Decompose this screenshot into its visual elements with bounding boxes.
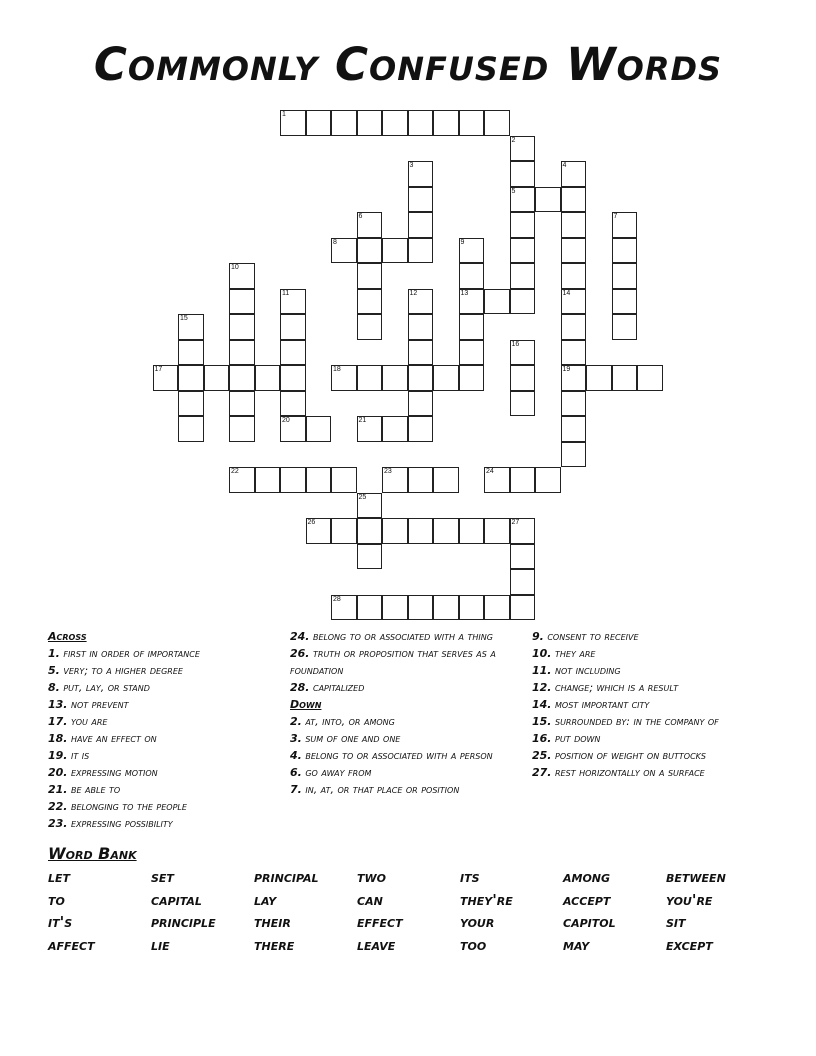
crossword-cell[interactable]	[433, 595, 459, 621]
word-bank-word: among	[563, 868, 611, 886]
crossword-cell[interactable]	[382, 238, 408, 264]
clue-number: 12.	[532, 681, 552, 694]
clue-text: very; to a higher degree	[63, 664, 183, 677]
cell-number: 3	[409, 162, 414, 169]
crossword-cell[interactable]	[459, 518, 485, 544]
word-bank-word: can	[357, 890, 383, 909]
down-clue	[532, 747, 757, 764]
clue-number: 20.	[48, 766, 68, 779]
clue-text: it is	[71, 749, 90, 762]
cell-number: 7	[613, 213, 618, 220]
crossword-cell[interactable]	[306, 416, 332, 442]
clue-number: 23.	[48, 817, 68, 830]
crossword-cell[interactable]	[357, 518, 383, 544]
clue-number: 14.	[532, 698, 552, 711]
cell-number: 23	[384, 468, 392, 475]
crossword-cell[interactable]	[484, 467, 510, 493]
clue-text: you are	[71, 715, 108, 728]
down-heading: Down	[290, 698, 322, 711]
crossword-cell[interactable]	[357, 314, 383, 340]
word-bank-word: your	[460, 913, 495, 931]
crossword-cell[interactable]	[382, 416, 408, 442]
crossword-cell[interactable]	[382, 110, 408, 136]
page-title: Commonly Confused Words	[93, 38, 723, 91]
crossword-cell[interactable]	[612, 238, 638, 264]
word-bank-word: let	[48, 868, 71, 886]
word-bank-word: may	[563, 935, 590, 954]
clue-text: expressing possibility	[71, 817, 173, 830]
crossword-cell[interactable]	[408, 391, 434, 417]
crossword-cell[interactable]	[408, 161, 434, 187]
across-clue	[48, 679, 253, 696]
crossword-cell[interactable]	[382, 595, 408, 621]
clue-text: rest horizontally on a surface	[555, 766, 705, 779]
crossword-cell[interactable]	[612, 314, 638, 340]
crossword-cell[interactable]	[510, 136, 536, 162]
down-clue	[532, 696, 757, 713]
crossword-cell[interactable]	[612, 212, 638, 238]
crossword-cell[interactable]	[255, 467, 281, 493]
clue-text: change; which is a result	[555, 681, 679, 694]
crossword-cell[interactable]	[408, 416, 434, 442]
clue-text: have an effect on	[71, 732, 157, 745]
clue-number: 8.	[48, 681, 60, 694]
word-bank-word: there	[254, 935, 295, 954]
crossword-cell[interactable]	[459, 314, 485, 340]
clue-number: 28.	[290, 681, 310, 694]
clues-column-2	[290, 628, 515, 798]
cell-number: 17	[154, 366, 163, 373]
crossword-cell[interactable]	[331, 238, 357, 264]
crossword-cell[interactable]	[357, 595, 383, 621]
crossword-cell[interactable]	[357, 544, 383, 570]
down-clue	[532, 662, 757, 679]
crossword-cell[interactable]	[280, 314, 306, 340]
word-bank-word: their	[254, 913, 291, 931]
across-clue	[48, 730, 253, 747]
cell-number: 13	[460, 289, 469, 297]
clue-text: sum of one and one	[305, 732, 401, 745]
cell-number: 16	[511, 340, 520, 348]
word-bank-word: except	[666, 935, 713, 954]
clue-text: position of weight on buttocks	[555, 749, 707, 762]
crossword-cell[interactable]	[408, 340, 434, 366]
cell-number: 27	[511, 519, 520, 526]
crossword-cell[interactable]	[510, 263, 536, 289]
crossword-cell[interactable]	[280, 365, 306, 391]
word-bank-word: accept	[563, 890, 611, 909]
crossword-cell[interactable]	[561, 212, 587, 238]
cell-number: 24	[486, 468, 494, 475]
clue-number: 25.	[532, 749, 552, 762]
crossword-cell[interactable]	[510, 544, 536, 570]
crossword-cell[interactable]	[331, 595, 357, 621]
word-bank-word: lie	[151, 935, 170, 954]
crossword-cell[interactable]	[535, 467, 561, 493]
crossword-cell[interactable]	[637, 365, 663, 391]
cell-number: 25	[358, 493, 367, 501]
down-clue	[290, 781, 515, 798]
word-bank-word: two	[357, 868, 386, 886]
clue-text: expressing motion	[71, 766, 158, 779]
clue-number: 9.	[532, 630, 544, 643]
clue-text: surrounded by: in the company of	[555, 715, 719, 728]
word-bank-word: set	[151, 868, 174, 886]
crossword-cell[interactable]	[229, 365, 255, 391]
crossword-cell[interactable]	[510, 365, 536, 391]
word-bank-word: you're	[666, 890, 713, 909]
crossword-cell[interactable]	[561, 340, 587, 366]
crossword-cell[interactable]	[459, 340, 485, 366]
crossword-cell[interactable]	[408, 518, 434, 544]
across-clue	[48, 815, 253, 832]
crossword-cell[interactable]	[357, 212, 383, 238]
crossword-cell[interactable]	[280, 391, 306, 417]
clue-number: 15.	[532, 715, 552, 728]
down-clue	[290, 764, 515, 781]
clue-number: 18.	[48, 732, 68, 745]
crossword-cell[interactable]	[357, 289, 383, 315]
crossword-cell[interactable]	[586, 365, 612, 391]
clues-column-1	[48, 628, 253, 832]
clue-text: put, lay, or stand	[63, 681, 150, 694]
crossword-cell[interactable]	[561, 416, 587, 442]
clue-number: 24.	[290, 630, 310, 643]
cell-number: 19	[562, 366, 571, 373]
crossword-cell[interactable]	[229, 416, 255, 442]
clue-number: 7.	[290, 783, 302, 796]
crossword-cell[interactable]	[484, 110, 510, 136]
word-bank-word: capitol	[563, 913, 616, 931]
crossword-cell[interactable]	[306, 518, 332, 544]
crossword-cell[interactable]	[459, 365, 485, 391]
crossword-cell[interactable]	[204, 365, 230, 391]
clue-text: belonging to the people	[71, 800, 187, 813]
crossword-cell[interactable]	[357, 238, 383, 264]
down-clue	[532, 645, 757, 662]
cell-number: 12	[409, 289, 418, 297]
down-clue	[532, 713, 757, 730]
crossword-cell[interactable]	[408, 314, 434, 340]
cell-number: 28	[333, 595, 341, 603]
cell-number: 4	[562, 162, 567, 169]
word-bank-word: principal	[254, 868, 319, 886]
crossword-cell[interactable]	[459, 595, 485, 621]
clue-text: most important city	[555, 698, 650, 711]
crossword-cell[interactable]	[561, 187, 587, 213]
crossword-cell[interactable]	[408, 238, 434, 264]
crossword-cell[interactable]	[408, 467, 434, 493]
across-clue	[290, 645, 515, 679]
crossword-cell[interactable]	[382, 467, 408, 493]
crossword-cell[interactable]	[561, 442, 587, 468]
clue-text: go away from	[305, 766, 372, 779]
crossword-cell[interactable]	[178, 340, 204, 366]
down-clue	[532, 628, 757, 645]
crossword-cell[interactable]	[459, 289, 485, 315]
down-clue	[532, 679, 757, 696]
clue-text: truth or proposition that serves as a foundation	[290, 647, 496, 677]
cell-number: 6	[358, 213, 363, 220]
crossword-cell[interactable]	[612, 289, 638, 315]
cell-number: 9	[460, 238, 465, 246]
clue-number: 2.	[290, 715, 302, 728]
crossword-cell[interactable]	[408, 110, 434, 136]
crossword-cell[interactable]	[178, 416, 204, 442]
clue-text: be able to	[71, 783, 121, 796]
down-clue	[290, 713, 515, 730]
across-clue	[48, 696, 253, 713]
crossword-cell[interactable]	[331, 110, 357, 136]
word-bank-heading: Word Bank	[48, 844, 137, 863]
crossword-cell[interactable]	[408, 289, 434, 315]
clue-text: belong to or associated with a person	[305, 749, 493, 762]
across-clue	[290, 679, 515, 696]
word-bank-word: to	[48, 890, 65, 909]
clue-text: not prevent	[71, 698, 129, 711]
crossword-cell[interactable]	[510, 238, 536, 264]
clue-number: 21.	[48, 783, 68, 796]
crossword-cell[interactable]	[484, 595, 510, 621]
crossword-cell[interactable]	[612, 263, 638, 289]
crossword-cell[interactable]	[510, 595, 536, 621]
crossword-cell[interactable]	[510, 467, 536, 493]
crossword-cell[interactable]	[433, 467, 459, 493]
word-bank-word: its	[460, 868, 480, 886]
down-clue	[290, 730, 515, 747]
crossword-cell[interactable]	[510, 340, 536, 366]
clue-number: 5.	[48, 664, 60, 677]
cell-number: 21	[358, 417, 367, 424]
word-bank-word: capital	[151, 890, 202, 909]
crossword-cell[interactable]	[408, 212, 434, 238]
across-clue	[48, 798, 253, 815]
crossword-cell[interactable]	[178, 365, 204, 391]
clue-text: not including	[555, 664, 621, 677]
crossword-cell[interactable]	[229, 340, 255, 366]
crossword-cell[interactable]	[408, 187, 434, 213]
cell-number: 20	[282, 417, 290, 424]
crossword-cell[interactable]	[561, 263, 587, 289]
crossword-cell[interactable]	[510, 569, 536, 595]
across-clue	[48, 713, 253, 730]
crossword-cell[interactable]	[357, 110, 383, 136]
crossword-cell[interactable]	[382, 518, 408, 544]
crossword-cell[interactable]	[306, 110, 332, 136]
crossword-cell[interactable]	[561, 289, 587, 315]
crossword-cell[interactable]	[459, 110, 485, 136]
clue-text: capitalized	[313, 681, 365, 694]
crossword-cell[interactable]	[408, 365, 434, 391]
word-bank-word: it's	[48, 913, 73, 931]
cell-number: 26	[307, 519, 316, 526]
word-bank-word: they're	[460, 890, 513, 909]
clue-number: 22.	[48, 800, 68, 813]
clue-number: 6.	[290, 766, 302, 779]
cell-number: 18	[333, 366, 341, 373]
word-bank-word: between	[666, 868, 726, 886]
crossword-cell[interactable]	[178, 391, 204, 417]
crossword-cell[interactable]	[280, 289, 306, 315]
crossword-cell[interactable]	[561, 365, 587, 391]
crossword-cell[interactable]	[510, 212, 536, 238]
word-bank-word: lay	[254, 890, 277, 909]
crossword-cell[interactable]	[178, 314, 204, 340]
clue-text: belong to or associated with a thing	[313, 630, 493, 643]
crossword-cell[interactable]	[229, 289, 255, 315]
clue-number: 4.	[290, 749, 302, 762]
clues-column-3	[532, 628, 757, 781]
crossword-cell[interactable]	[306, 467, 332, 493]
crossword-cell[interactable]	[510, 161, 536, 187]
cell-number: 22	[231, 468, 239, 475]
crossword-cell[interactable]	[331, 467, 357, 493]
word-bank-word: effect	[357, 913, 403, 931]
crossword-cell[interactable]	[408, 595, 434, 621]
crossword-cell[interactable]	[280, 467, 306, 493]
crossword-cell[interactable]	[612, 365, 638, 391]
crossword-cell[interactable]	[357, 365, 383, 391]
across-heading: Across	[48, 630, 87, 643]
crossword-cell[interactable]	[229, 391, 255, 417]
word-bank-word: leave	[357, 935, 396, 954]
cell-number: 2	[511, 136, 516, 144]
crossword-cell[interactable]	[561, 238, 587, 264]
word-bank-word: sit	[666, 913, 686, 931]
crossword-cell[interactable]	[561, 391, 587, 417]
clue-number: 3.	[290, 732, 302, 745]
crossword-cell[interactable]	[229, 314, 255, 340]
word-bank-word: affect	[48, 935, 95, 954]
crossword-cell[interactable]	[382, 365, 408, 391]
across-clue	[290, 628, 515, 645]
cell-number: 10	[231, 264, 239, 271]
crossword-cell[interactable]	[561, 161, 587, 187]
clue-number: 16.	[532, 732, 552, 745]
crossword-cell[interactable]	[153, 365, 179, 391]
crossword-cell[interactable]	[280, 340, 306, 366]
word-bank-word: principle	[151, 913, 216, 931]
clue-number: 19.	[48, 749, 68, 762]
clue-text: put down	[555, 732, 601, 745]
cell-number: 1	[282, 111, 286, 118]
crossword-cell[interactable]	[433, 518, 459, 544]
clue-number: 1.	[48, 647, 60, 660]
across-clue	[48, 781, 253, 798]
across-clue	[48, 747, 253, 764]
cell-number: 5	[511, 187, 516, 195]
crossword-cell[interactable]	[535, 187, 561, 213]
across-clue	[48, 662, 253, 679]
across-clue	[48, 645, 253, 662]
word-bank-word: too	[460, 935, 487, 954]
cell-number: 8	[333, 238, 337, 246]
cell-number: 14	[562, 289, 571, 297]
down-clue	[532, 730, 757, 747]
clue-number: 13.	[48, 698, 68, 711]
crossword-cell[interactable]	[510, 391, 536, 417]
clue-number: 17.	[48, 715, 68, 728]
crossword-cell[interactable]	[357, 493, 383, 519]
crossword-cell[interactable]	[331, 518, 357, 544]
clue-number: 10.	[532, 647, 552, 660]
cell-number: 15	[180, 315, 188, 322]
crossword-cell[interactable]	[255, 365, 281, 391]
crossword-cell[interactable]	[357, 263, 383, 289]
clue-number: 27.	[532, 766, 552, 779]
across-clue	[48, 764, 253, 781]
clue-text: at, into, or among	[305, 715, 395, 728]
crossword-cell[interactable]	[459, 263, 485, 289]
crossword-cell[interactable]	[357, 416, 383, 442]
crossword-cell[interactable]	[229, 263, 255, 289]
clue-number: 11.	[532, 664, 552, 677]
crossword-cell[interactable]	[459, 238, 485, 264]
clue-text: first in order of importance	[63, 647, 200, 660]
crossword-cell[interactable]	[484, 518, 510, 544]
crossword-cell[interactable]	[484, 289, 510, 315]
crossword-cell[interactable]	[510, 187, 536, 213]
crossword-cell[interactable]	[280, 416, 306, 442]
crossword-cell[interactable]	[433, 110, 459, 136]
down-clue	[290, 747, 515, 764]
clue-text: in, at, or that place or position	[305, 783, 460, 796]
crossword-cell[interactable]	[229, 467, 255, 493]
crossword-cell[interactable]	[561, 314, 587, 340]
clue-text: consent to receive	[547, 630, 639, 643]
crossword-cell[interactable]	[331, 365, 357, 391]
crossword-cell[interactable]	[510, 518, 536, 544]
clue-number: 26.	[290, 647, 310, 660]
cell-number: 11	[282, 289, 290, 297]
crossword-cell[interactable]	[433, 365, 459, 391]
clue-text: they are	[555, 647, 596, 660]
down-clue	[532, 764, 757, 781]
crossword-cell[interactable]	[510, 289, 536, 315]
crossword-cell[interactable]	[280, 110, 306, 136]
